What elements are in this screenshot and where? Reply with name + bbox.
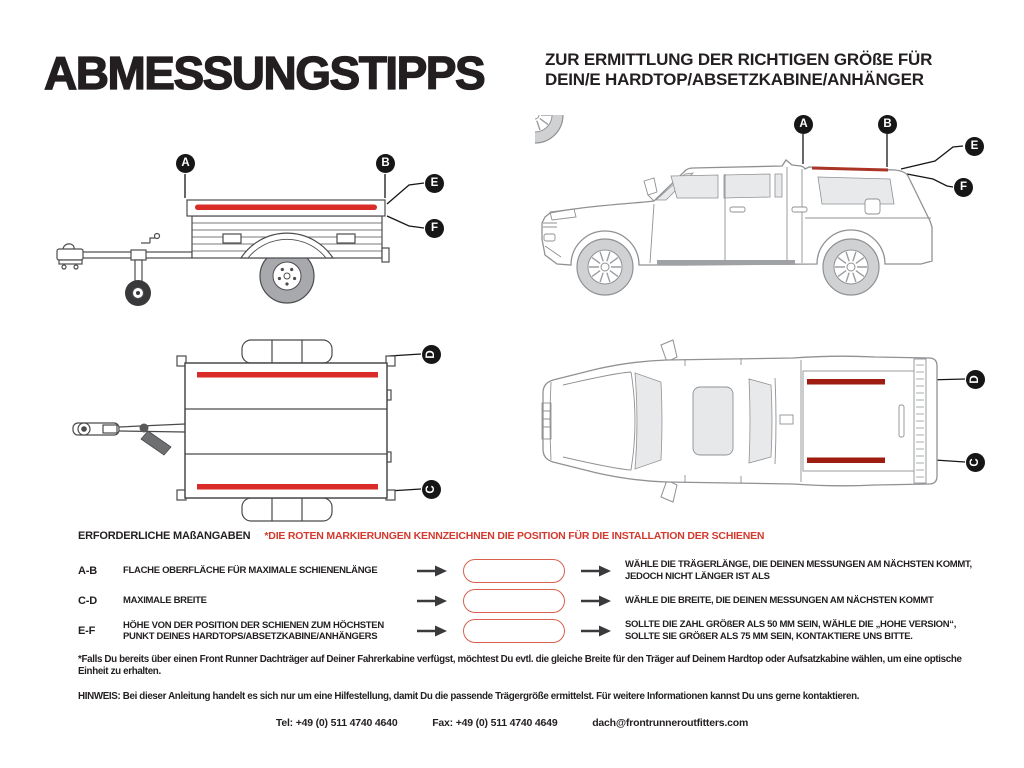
measurement-row-cd xyxy=(78,590,988,612)
handbrake-lever xyxy=(141,431,171,455)
marker-trailer-top-c: C xyxy=(422,480,441,499)
contact-fax: Fax: +49 (0) 511 4740 4649 xyxy=(432,717,558,729)
page-subtitle xyxy=(545,50,932,89)
marker-truck-side-a: A xyxy=(794,115,813,134)
arrow-right-icon xyxy=(417,625,447,637)
contact-line xyxy=(0,717,1024,729)
arrow-right-icon xyxy=(581,595,611,607)
trailer-top-view-illustration xyxy=(55,332,455,522)
side-step xyxy=(657,260,795,265)
measurement-value-field-ab[interactable] xyxy=(463,559,565,583)
page-title: ABMESSUNGSTIPPS xyxy=(44,47,485,99)
marker-truck-top-c: C xyxy=(966,453,985,472)
leader-lines xyxy=(389,354,421,491)
truck-side-view-illustration xyxy=(535,115,995,310)
marker-truck-top-d: D xyxy=(966,370,985,389)
contact-tel: Tel: +49 (0) 511 4740 4640 xyxy=(275,717,398,729)
measurement-desc-ab: FLACHE OBERFLÄCHE FÜR MAXIMALE SCHIENENLÄNGE xyxy=(123,565,378,577)
rail-position-marking-trailer-side xyxy=(195,205,377,211)
measurement-result-cd: WÄHLE DIE BREITE, DIE DEINEN MESSUNGEN AM NÄCHSTEN KOMMT xyxy=(625,595,934,606)
right-mirror xyxy=(661,480,677,502)
arrow-right-icon xyxy=(417,565,447,577)
measurement-row-ef xyxy=(78,613,988,649)
measurement-result-ab: WÄHLE DIE TRÄGERLÄNGE, DIE DEINEN MESSUNGEN AM NÄCHSTEN KOMMT, JEDOCH NICHT LÄNGER IST ALS xyxy=(625,559,972,582)
marker-truck-side-f: F xyxy=(954,178,973,197)
page-subtitle-line1: ZUR ERMITTLUNG DER RICHTIGEN GRÖßE FÜR xyxy=(545,50,933,69)
canopy-window xyxy=(818,177,894,204)
left-mirror xyxy=(661,340,677,362)
marker-truck-side-e: E xyxy=(965,137,984,156)
measurement-key-ef: E-F xyxy=(78,625,96,637)
arrow-right-icon xyxy=(581,565,611,577)
contact-email[interactable]: dach@frontrunneroutfitters.com xyxy=(592,717,749,729)
hinweis-note: HINWEIS: Bei dieser Anleitung handelt es sich nur um eine Hilfestellung, damit Du die passende Trägergröße ermittelst. Für weitere Informationen kannst Du uns gerne kontaktieren. xyxy=(78,691,860,702)
red-markings-note: *DIE ROTEN MARKIERUNGEN KENNZEICHNEN DIE POSITION FÜR DIE INSTALLATION DER SCHIENEN xyxy=(264,530,765,542)
measurements-heading-line xyxy=(78,530,764,542)
page-subtitle-line2: DEIN/E HARDTOP/ABSETZKABINE/ANHÄNGER xyxy=(545,69,924,89)
sunroof xyxy=(693,387,733,455)
measurements-heading: ERFORDERLICHE MAßANGABEN xyxy=(78,530,251,542)
rail-position-marking-trailer-top-2 xyxy=(197,484,378,490)
rail-position-marking-trailer-top-1 xyxy=(197,372,378,378)
marker-trailer-side-f: F xyxy=(425,219,444,238)
rail-position-marking-truck-top-1 xyxy=(807,379,885,385)
measurement-result-ef: SOLLTE DIE ZAHL GRÖßER ALS 50 MM SEIN, WÄHLE DIE „HOHE VERSION“, SOLLTE SIE GRÖßER ALS 75 MM SEIN, KONTAKTIERE UNS BITTE. xyxy=(625,619,957,642)
measurement-key-cd: C-D xyxy=(78,595,97,607)
measurement-value-field-cd[interactable] xyxy=(463,589,565,613)
measurement-value-field-ef[interactable] xyxy=(463,619,565,643)
footnote: *Falls Du bereits über einen Front Runner Dachträger auf Deiner Fahrerkabine verfügst, möchtest Du evtl. die gleiche Breite für den Träger auf Deinem Hardtop oder Aufsatzkabine wählen, um eine optische Einheit zu erhalten. xyxy=(78,654,962,677)
marker-trailer-top-d: D xyxy=(422,345,441,364)
marker-truck-side-b: B xyxy=(878,115,897,134)
measurement-row-ab xyxy=(78,556,988,586)
arrow-right-icon xyxy=(417,595,447,607)
marker-trailer-side-a: A xyxy=(176,154,195,173)
truck-top-view-illustration xyxy=(535,335,985,520)
measurement-key-ab: A-B xyxy=(78,565,97,577)
measurement-desc-ef: HÖHE VON DER POSITION DER SCHIENEN ZUM HÖCHSTEN PUNKT DEINES HARDTOPS/ABSETZKABINE/ANHÄNGERS xyxy=(123,619,384,642)
rail-position-marking-truck-side xyxy=(812,168,888,170)
marker-trailer-side-b: B xyxy=(376,154,395,173)
marker-trailer-side-e: E xyxy=(425,174,444,193)
rail-position-marking-truck-top-2 xyxy=(807,458,885,464)
arrow-right-icon xyxy=(581,625,611,637)
measurement-desc-cd: MAXIMALE BREITE xyxy=(123,595,207,607)
